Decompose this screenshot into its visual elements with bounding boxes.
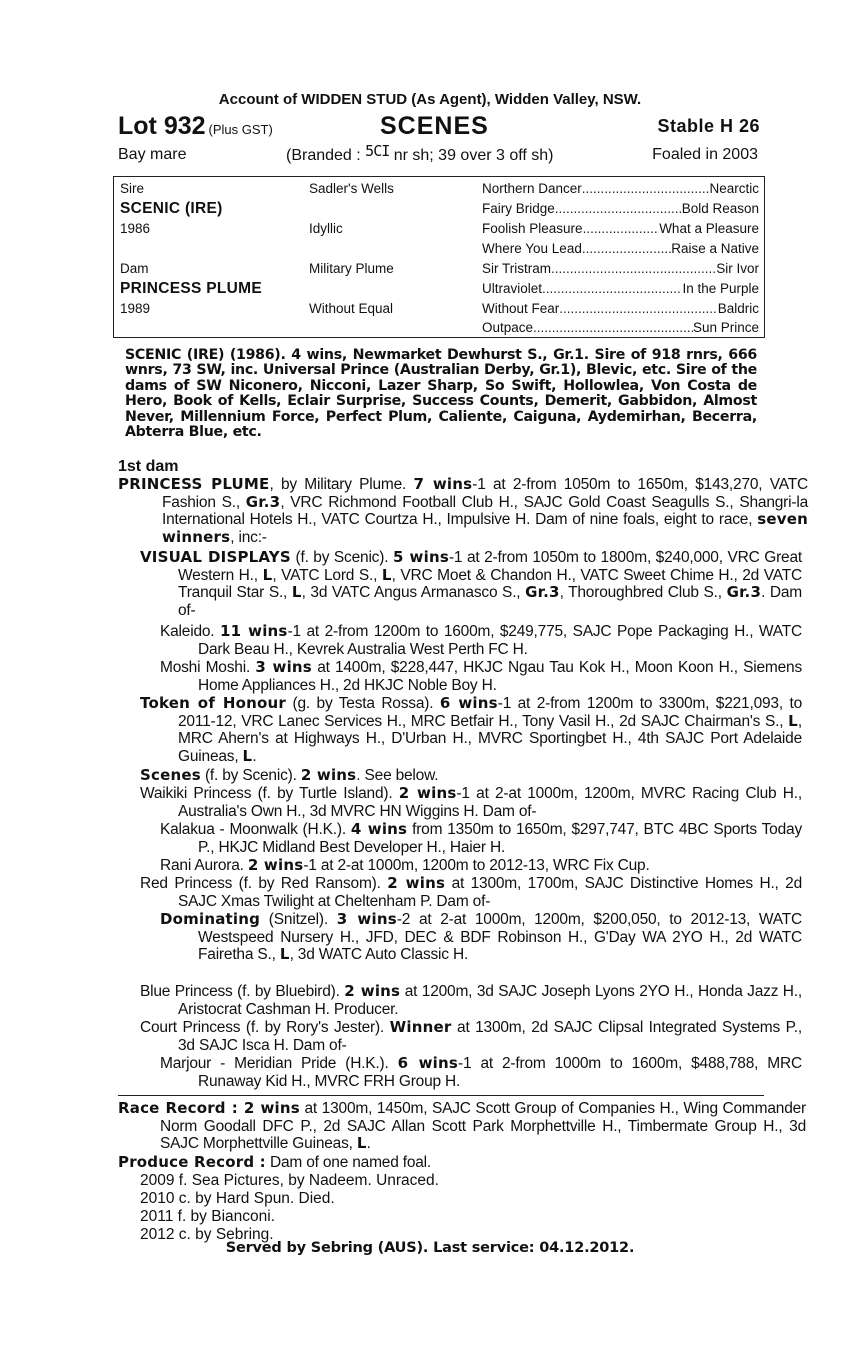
pedigree-gen3-entry: Ultraviolet ..... In the Purple <box>482 279 759 299</box>
pedigree-row <box>114 299 764 319</box>
lot-header <box>118 112 762 142</box>
pedigree-gen3-entry: Without Fear ..... Baldric <box>482 299 759 319</box>
progeny-entry-red-princess: Red Princess (f. by Red Ransom). 2 wins at 1300m, 1700m, SAJC Distinctive Homes H., 2d SAJC Xmas Twilight at Cheltenham P. Dam of- <box>140 874 802 910</box>
vendor-account: Account of WIDDEN STUD (As Agent), Widden Valley, NSW. <box>218 91 642 108</box>
pedigree-gen3-entry: Fairy Bridge ..... Bold Reason <box>482 199 759 219</box>
pedigree-row <box>114 279 764 299</box>
race-record: Race Record : 2 wins at 1300m, 1450m, SAJC Scott Group of Companies H., Wing Commander Norm Goodall DFC P., 2d SAJC Allan Scott Park Morphettville H., Timbermate Group H., 3d SAJC Morphettville Guineas, L. <box>118 1099 806 1153</box>
dam-sire: Military Plume <box>309 261 394 276</box>
produce-foal: 2009 f. Sea Pictures, by Nadeem. Unraced. <box>140 1172 439 1189</box>
sire-sire: Sadler's Wells <box>309 181 394 196</box>
produce-record: Produce Record : Dam of one named foal. <box>118 1153 432 1171</box>
section-divider <box>118 1095 764 1096</box>
dam-dam: Without Equal <box>309 301 394 316</box>
horse-sex: Bay mare <box>118 146 187 163</box>
dam-entry-princess-plume: PRINCESS PLUME, by Military Plume. 7 wins-1 at 2-from 1050m to 1650m, $143,270, VATC Fashion S., Gr.3, VRC Richmond Football Club H., SAJC Gold Coast Seagulls S., Shangri-la International Hotels H., VATC Courtza H., Impulsive H. Dam of nine foals, eight to race, seven winners, inc:- <box>118 475 808 546</box>
brand-info: (Branded : 5CI nr sh; 39 over 3 off sh) <box>286 142 554 164</box>
produce-foal: 2010 c. by Hard Spun. Died. <box>140 1190 335 1207</box>
pedigree-row <box>114 318 764 338</box>
pedigree-row <box>114 259 764 279</box>
produce-foal: 2011 f. by Bianconi. <box>140 1208 275 1225</box>
progeny-entry-scenes: Scenes (f. by Scenic). 2 wins. See below. <box>140 766 439 784</box>
progeny-entry-dominating: Dominating (Snitzel). 3 wins-2 at 2-at 1000m, 1200m, $200,050, to 2012-13, WATC Westspeed Nursery H., JFD, DEC & BDF Robinson H., G'Day WA 2YO H., 2d WATC Fairetha S., L, 3d WATC Auto Classic H. <box>160 910 802 964</box>
pedigree-row <box>114 239 764 259</box>
horse-description <box>118 142 762 170</box>
dam-name-bold: PRINCESS PLUME <box>118 475 270 493</box>
sire-dam: Idyllic <box>309 221 343 236</box>
pedigree-gen3-entry: Northern Dancer ..... Nearctic <box>482 179 759 199</box>
pedigree-gen3-entry: Where You Lead ..... Raise a Native <box>482 239 759 259</box>
pedigree-row <box>114 199 764 219</box>
sire-year: 1986 <box>120 221 151 236</box>
dam-label: Dam <box>120 261 149 276</box>
pedigree-gen3-entry: Foolish Pleasure ..... What a Pleasure <box>482 219 759 239</box>
pedigree-row <box>114 219 764 239</box>
progeny-entry-waikiki-princess: Waikiki Princess (f. by Turtle Island). 2 wins-1 at 2-at 1000m, 1200m, MVRC Racing Club H., Australia's Own H., 3d MVRC HN Wiggins H. Dam of- <box>140 784 802 820</box>
sire-summary: SCENIC (IRE) (1986). 4 wins, Newmarket Dewhurst S., Gr.1. Sire of 918 rnrs, 666 wnrs, 73 SW, inc. Universal Prince (Australian Derby, Gr.1), Blevic, etc. Sire of the dams of SW Niconero, Nicconi, Lazer Sharp, So Swift, Hollowlea, Von Costa de Hero, Book of Kells, Eclair Surprise, Success Counts, Demerit, Gabbidon, Almost Never, Millennium Force, Perfect Plum, Caliente, Caiguna, Aydemirhan, Becerra, Abterra Blue, etc. <box>125 347 757 441</box>
first-dam-heading: 1st dam <box>118 458 179 475</box>
pedigree-gen3-entry: Sir Tristram ..... Sir Ivor <box>482 259 759 279</box>
pedigree-gen3-entry: Outpace ..... Sun Prince <box>482 318 759 338</box>
dam-name: PRINCESS PLUME <box>120 280 262 297</box>
lot-number: Lot 932 (Plus GST) <box>118 112 273 140</box>
progeny-entry-kalakua: Kalakua - Moonwalk (H.K.). 4 wins from 1350m to 1650m, $297,747, BTC 4BC Sports Today P., HKJC Midland Best Developer H., Haier H. <box>160 820 802 856</box>
progeny-entry-token-of-honour: Token of Honour (g. by Testa Rossa). 6 wins-1 at 2-from 1200m to 3300m, $221,093, to 2011-12, VRC Lanec Services H., MRC Betfair H., Tony Vasil H., 2d SAJC Chairman's S., L, MRC Ahern's at Highways H., D'Urban H., MVRC Sportingbet H., 4th SAJC Port Adelaide Guineas, L. <box>140 694 802 765</box>
dam-year: 1989 <box>120 301 151 316</box>
progeny-entry-rani-aurora: Rani Aurora. 2 wins-1 at 2-at 1000m, 1200m to 2012-13, WRC Fix Cup. <box>160 856 650 874</box>
sire-label: Sire <box>120 181 145 196</box>
race-record-label: Race Record : 2 wins <box>118 1099 300 1117</box>
gst-note: (Plus GST) <box>208 122 273 137</box>
stable-number: Stable H 26 <box>657 116 760 136</box>
progeny-entry-visual-displays: VISUAL DISPLAYS (f. by Scenic). 5 wins-1 at 2-from 1050m to 1800m, $240,000, VRC Great Western H., L, VATC Lord S., L, VRC Moet & Chandon H., VATC Sweet Chime H., 2d VATC Tranquil Star S., L, 3d VATC Angus Armanasco S., Gr.3, Thoroughbred Club S., Gr.3. Dam of- <box>140 548 803 619</box>
foaled-year: Foaled in 2003 <box>652 146 758 163</box>
produce-foal: 2012 c. by Sebring. <box>140 1226 274 1243</box>
produce-record-label: Produce Record : <box>118 1153 266 1171</box>
service-note: Served by Sebring (AUS). Last service: 04.12.2012. <box>225 1240 635 1256</box>
brand-mark: 5CI <box>365 142 390 160</box>
pedigree-row <box>114 179 764 199</box>
sire-name: SCENIC (IRE) <box>120 200 223 217</box>
progeny-entry-marjour: Marjour - Meridian Pride (H.K.). 6 wins-1 at 2-from 1000m to 1600m, $488,788, MRC Runaway Kid H., MVRC FRH Group H. <box>160 1054 802 1090</box>
progeny-entry-court-princess: Court Princess (f. by Rory's Jester). Winner at 1300m, 2d SAJC Clipsal Integrated Systems P., 3d SAJC Isca H. Dam of- <box>140 1018 802 1054</box>
progeny-entry-blue-princess: Blue Princess (f. by Bluebird). 2 wins at 1200m, 3d SAJC Joseph Lyons 2YO H., Honda Jazz H., Aristocrat Cashman H. Producer. <box>140 982 802 1018</box>
horse-name: SCENES <box>380 112 489 140</box>
progeny-entry-kaleido: Kaleido. 11 wins-1 at 2-from 1200m to 1600m, $249,775, SAJC Pope Packaging H., WATC Dark Beau H., Kevrek Australia West Perth FC H. <box>160 622 802 658</box>
pedigree-table <box>113 176 765 338</box>
progeny-entry-moshi-moshi: Moshi Moshi. 3 wins at 1400m, $228,447, HKJC Ngau Tau Kok H., Moon Koon H., Siemens Home Appliances H., 2d HKJC Noble Boy H. <box>160 658 802 694</box>
